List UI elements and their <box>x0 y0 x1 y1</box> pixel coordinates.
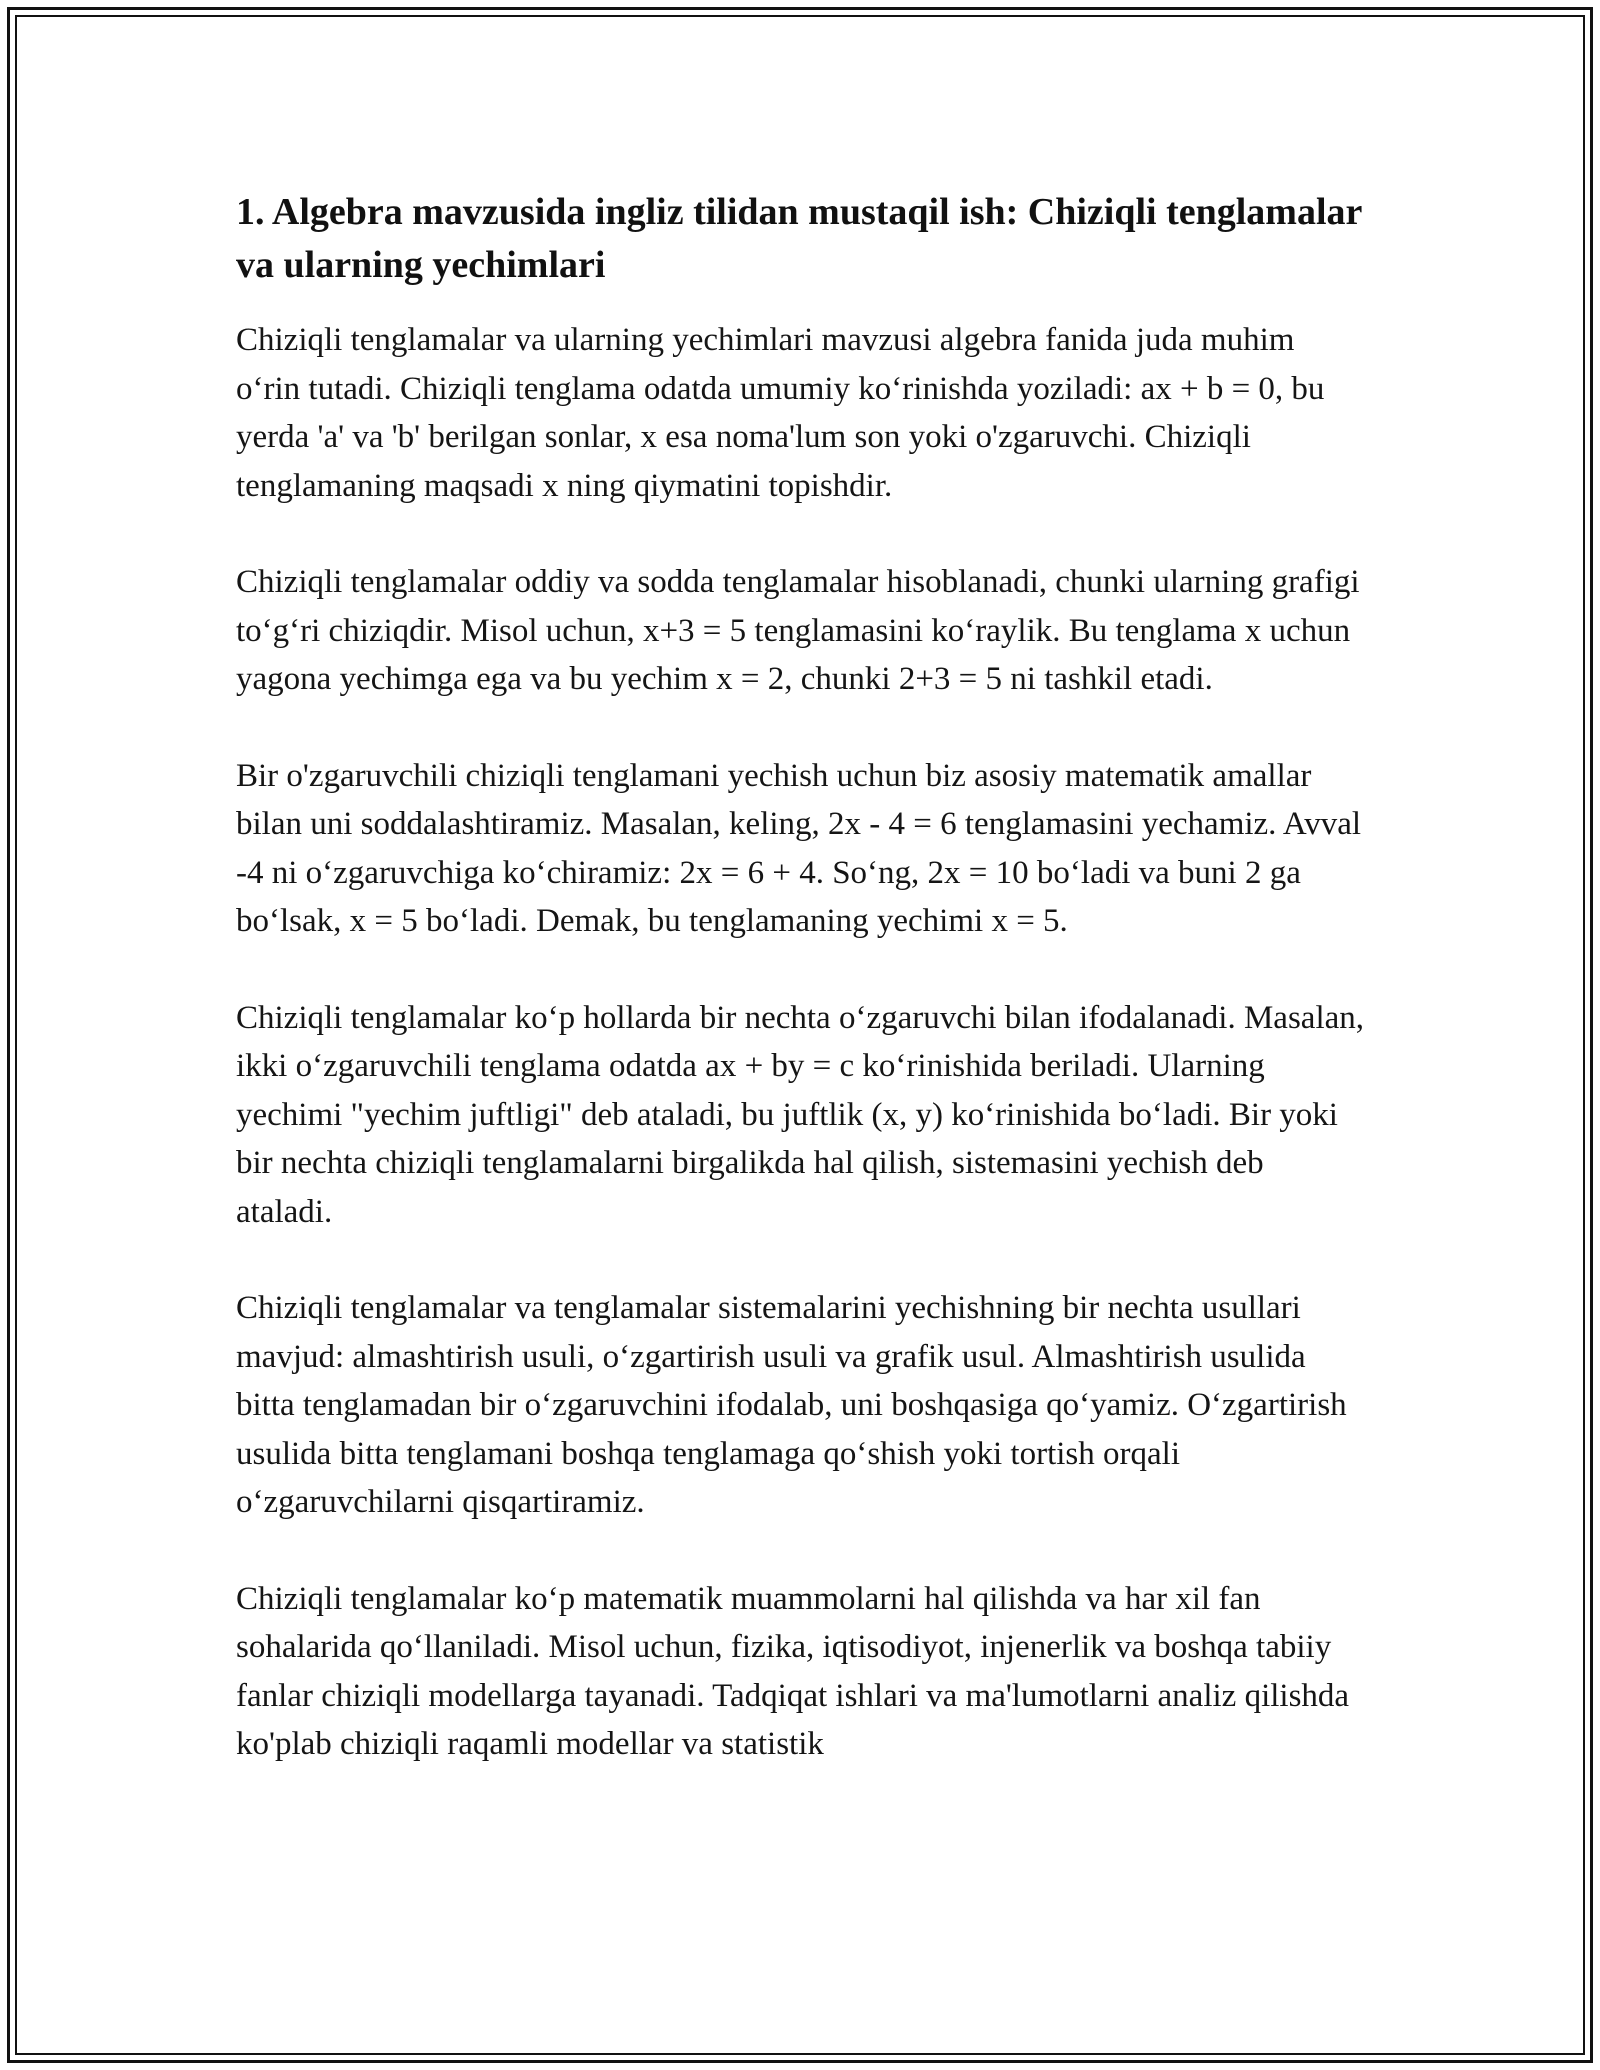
paragraph-3: Bir o'zgaruvchili chiziqli tenglamani yechish uchun biz asosiy matematik amallar bilan uni soddalashtiramiz. Masalan, keling, 2x - 4 = 6 tenglamasini yechamiz. Avval -4 ni o‘zgaruvchiga ko‘chiramiz: 2x = 6 + 4. So‘ng, 2x = 10 bo‘ladi va buni 2 ga bo‘lsak, x = 5 bo‘ladi. Demak, bu tenglamaning yechimi x = 5. <box>236 757 1362 939</box>
document-body <box>236 186 1366 1817</box>
paragraph-6: Chiziqli tenglamalar ko‘p matematik muammolarni hal qilishda va har xil fan sohalarida qo‘llaniladi. Misol uchun, fizika, iqtisodiyot, injenerlik va boshqa tabiiy fanlar chiziqli modellarga tayanadi. Tadqiqat ishlari va ma'lumotlarni analiz qilishda ko'plab chiziqli raqamli modellar va statistik <box>236 1580 1350 1762</box>
paragraph-1: Chiziqli tenglamalar va ularning yechimlari mavzusi algebra fanida juda muhim o‘rin tutadi. Chiziqli tenglama odatda umumiy ko‘rinishda yoziladi: ax + b = 0, bu yerda 'a' va 'b' berilgan sonlar, x esa noma'lum son yoki o'zgaruvchi. Chiziqli tenglamaning maqsadi x ning qiymatini topishdir. <box>236 322 1325 504</box>
paragraph-4: Chiziqli tenglamalar ko‘p hollarda bir nechta o‘zgaruvchi bilan ifodalanadi. Masalan, ikki o‘zgaruvchili tenglama odatda ax + by = c ko‘rinishida beriladi. Ularning yechimi "yechim juftligi" deb ataladi, bu juftlik (x, y) ko‘rinishida bo‘ladi. Bir yoki bir nechta chiziqli tenglamalarni birgalikda hal qilish, sistemasini yechish deb ataladi. <box>236 999 1365 1230</box>
document-heading: 1. Algebra mavzusida ingliz tilidan mustaqil ish: Chiziqli tenglamalar va ularning yechimlari <box>236 191 1362 286</box>
paragraph-5: Chiziqli tenglamalar va tenglamalar sistemalarini yechishning bir nechta usullari mavjud: almashtirish usuli, o‘zgartirish usuli va grafik usul. Almashtirish usulida bitta tenglamadan bir o‘zgaruvchini ifodalab, uni boshqasiga qo‘yamiz. O‘zgartirish usulida bitta tenglamani boshqa tenglamaga qo‘shish yoki tortish orqali o‘zgaruvchilarni qisqartiramiz. <box>236 1290 1347 1520</box>
paragraph-2: Chiziqli tenglamalar oddiy va sodda tenglamalar hisoblanadi, chunki ularning grafigi to‘g‘ri chiziqdir. Misol uchun, x+3 = 5 tenglamasini ko‘raylik. Bu tenglama x uchun yagona yechimga ega va bu yechim x = 2, chunki 2+3 = 5 ni tashkil etadi. <box>236 564 1360 697</box>
